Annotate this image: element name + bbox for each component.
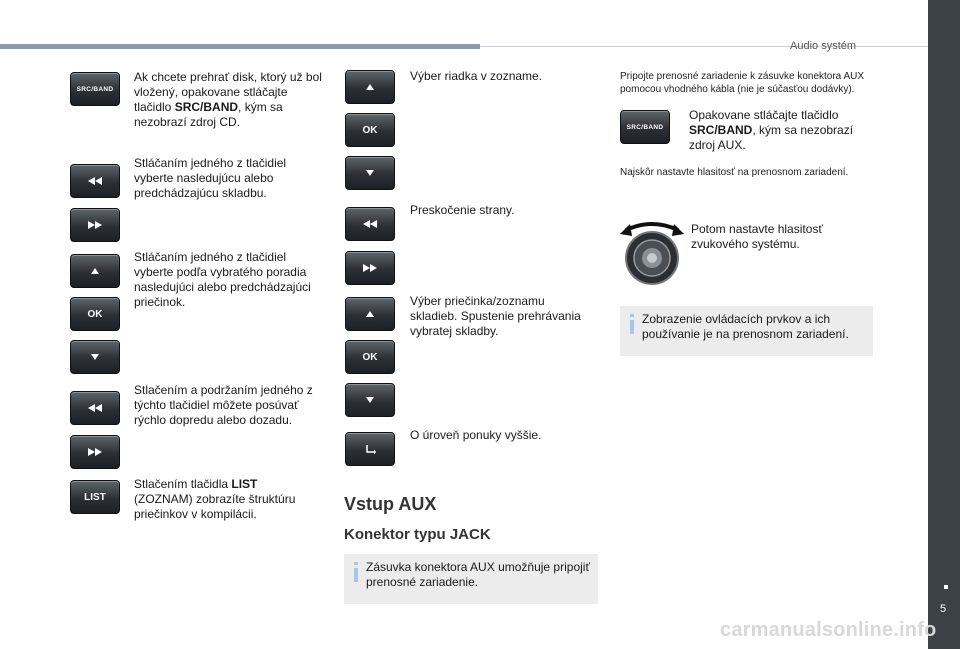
back-button [345, 432, 395, 466]
rewind-icon [363, 220, 377, 228]
col1-text-cd: Ak chcete prehrať disk, ktorý už bol vložený, opakovane stláčajte tlačidlo SRC/BAND, kým sa nezobrazí zdroj CD. [134, 70, 322, 129]
prev-button [70, 164, 120, 198]
col1-text-folder: Stláčaním jedného z tlačidiel vyberte podľa vybratého poradia nasledujúci alebo predchádzajúci priečinok. [134, 250, 311, 309]
src-band-button [70, 72, 120, 106]
fast-forward-icon [88, 448, 102, 456]
info-text-jack: Zásuvka konektora AUX umožňuje pripojiť prenosné zariadenie. [366, 560, 590, 589]
triangle-down-icon [366, 170, 374, 176]
info-icon [354, 562, 358, 565]
triangle-down-icon [366, 397, 374, 403]
next-button [70, 208, 120, 242]
list-button [70, 480, 120, 514]
down-button-3 [345, 383, 395, 417]
down-button-2 [345, 156, 395, 190]
page-number: 5 [940, 603, 947, 615]
src-band-label: SRC/BAND [76, 85, 114, 93]
src-band-label-2: SRC/BAND [626, 123, 664, 131]
rewind-icon [88, 177, 102, 185]
col3-note: Najskôr nastavte hlasitosť na prenosnom zariadení. [620, 167, 849, 178]
col3-text-aux: Opakovane stláčajte tlačidlo SRC/BAND, kým sa nezobrazí zdroj AUX. [689, 108, 854, 152]
info-icon-2 [630, 314, 634, 317]
info-bar-2 [630, 320, 634, 334]
col3-text-volume: Potom nastavte hlasitosť zvukového systému. [691, 222, 823, 251]
down-button [70, 340, 120, 374]
ok-label-3: OK [362, 351, 378, 363]
col2-text-line: Výber riadka v zozname. [410, 69, 543, 83]
col2-text-play: Výber priečinka/zoznamu skladieb. Spustenie prehrávania vybratej skladby. [410, 294, 581, 338]
up-button [70, 254, 120, 288]
ok-button-3 [345, 340, 395, 374]
up-button-3 [345, 297, 395, 331]
forward-button [70, 435, 120, 469]
header-bar [0, 44, 480, 49]
fast-forward-icon [363, 264, 377, 272]
col1-text-track: Stláčaním jedného z tlačidiel vyberte nasledujúcu alebo predchádzajúcu skladbu. [134, 156, 287, 200]
ok-button-2 [345, 113, 395, 147]
ok-label-2: OK [362, 124, 378, 136]
return-arrow-icon [364, 444, 376, 454]
rewind-button [70, 391, 120, 425]
page-next-button [345, 251, 395, 285]
fast-forward-icon [88, 221, 102, 229]
up-button-2 [345, 70, 395, 104]
section-heading-aux: Vstup AUX [344, 494, 437, 514]
info-text-device: Zobrazenie ovládacích prvkov a ich používanie je na prenosnom zariadení. [642, 312, 849, 341]
col3-intro: Pripojte prenosné zariadenie k zásuvke konektora AUX pomocou vhodného kábla (nie je súčasťou dodávky). [620, 71, 865, 95]
triangle-up-icon [366, 311, 374, 317]
triangle-down-icon [91, 354, 99, 360]
list-label: LIST [84, 491, 106, 503]
ok-button [70, 297, 120, 331]
header-rule [480, 46, 928, 47]
triangle-up-icon [366, 84, 374, 90]
col2-text-back: O úroveň ponuky vyššie. [410, 428, 542, 442]
col1-text-list: Stlačením tlačidla LIST (ZOZNAM) zobrazíte štruktúru priečinkov v kompilácii. [134, 477, 296, 521]
ok-label: OK [87, 308, 103, 320]
info-box-jack [344, 554, 598, 604]
src-band-button-2 [620, 110, 670, 144]
page-marker [944, 585, 948, 589]
col1-text-seek: Stlačením a podržaním jedného z týchto tlačidiel môžete posúvať rýchlo dopredu alebo dozadu. [134, 383, 313, 427]
rewind-icon [88, 404, 102, 412]
triangle-up-icon [91, 268, 99, 274]
section-title: Audio systém [790, 40, 857, 52]
info-box-device [620, 306, 873, 356]
volume-knob-icon [618, 220, 686, 288]
page-sidebar [928, 0, 960, 649]
subheading-jack: Konektor typu JACK [344, 526, 491, 543]
watermark: carmanualsonline.info [720, 619, 937, 641]
page-prev-button [345, 207, 395, 241]
info-bar [354, 568, 358, 582]
col2-text-page: Preskočenie strany. [410, 203, 515, 217]
